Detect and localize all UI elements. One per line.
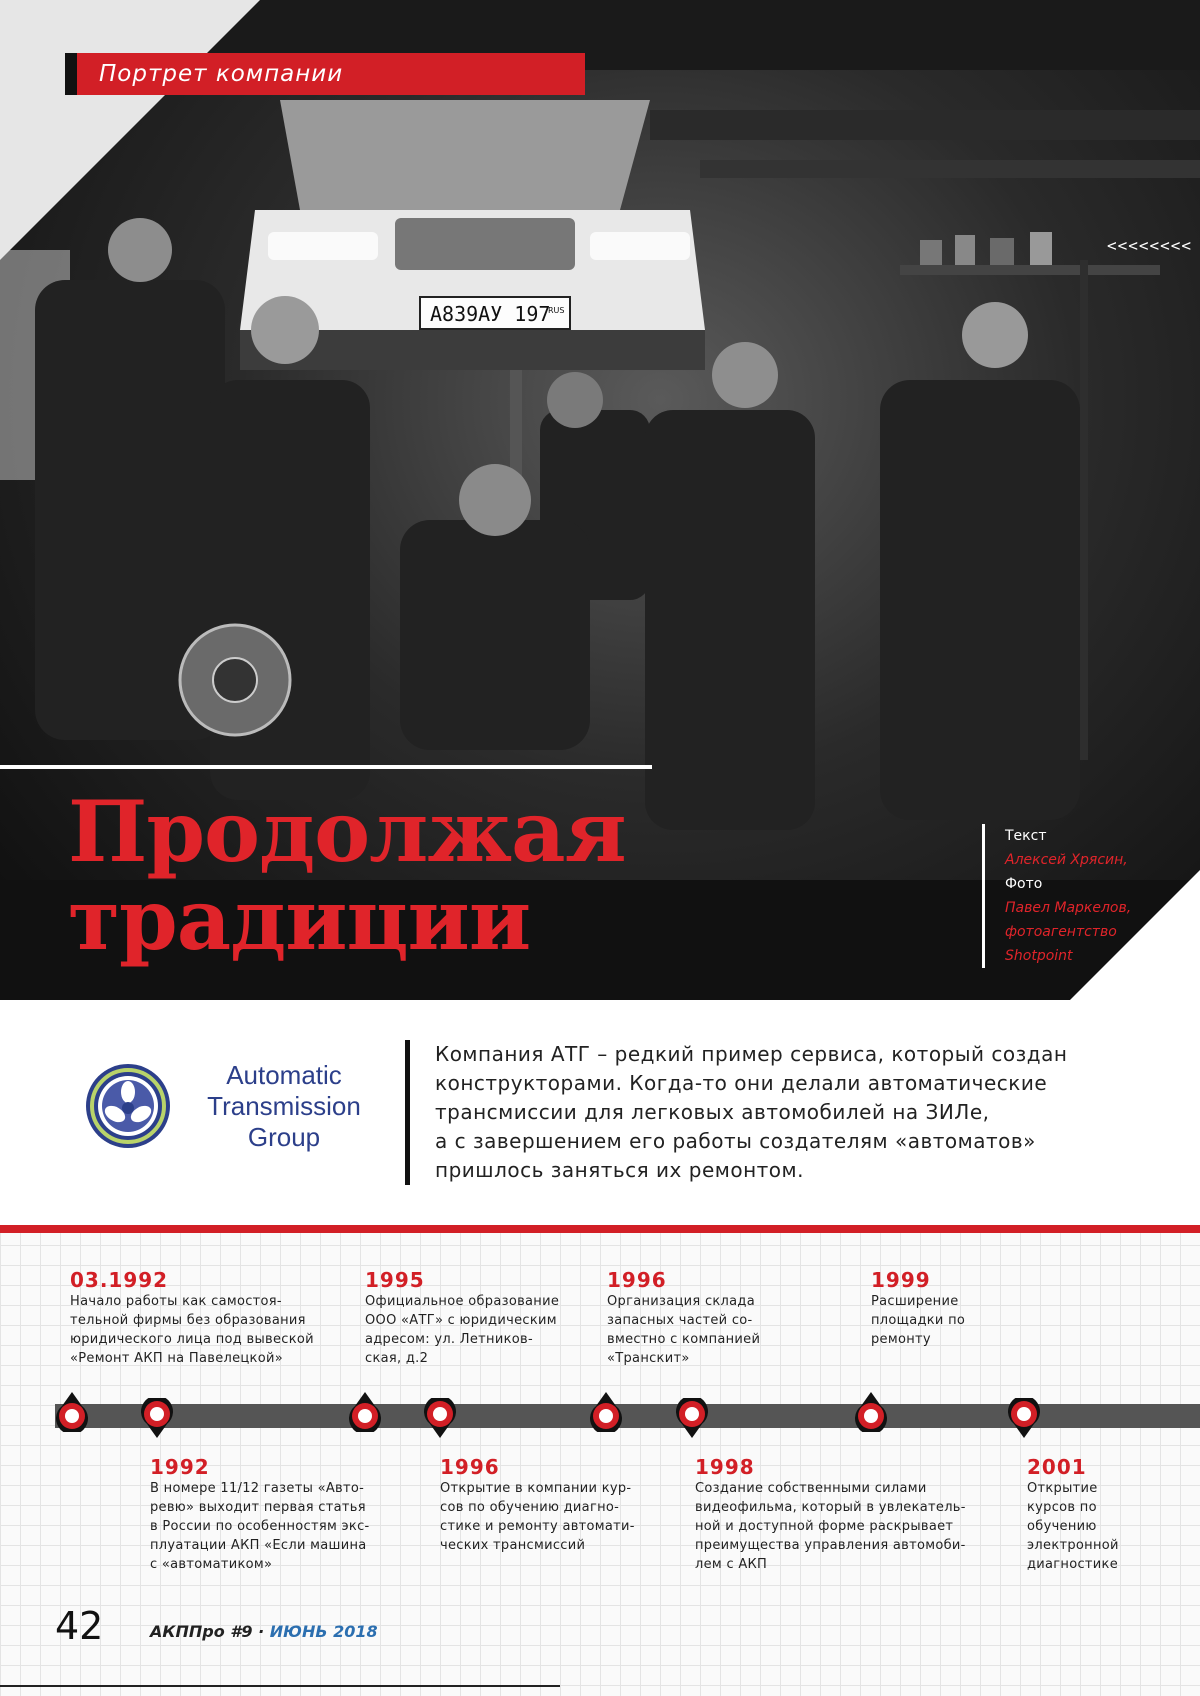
section-tag <box>65 53 585 95</box>
logo-line-3: Group <box>247 1122 321 1152</box>
company-logo <box>84 1058 384 1158</box>
event-year: 1996 <box>440 1455 500 1479</box>
logo-line-1: Automatic <box>226 1060 342 1090</box>
event-year: 1998 <box>695 1455 755 1479</box>
nav-arrows: <<<<<<<< <box>1106 236 1192 255</box>
magazine-issue: #9 · <box>230 1622 265 1641</box>
timeline-event <box>1027 1455 1192 1574</box>
event-line: стике и ремонту автомати- <box>440 1519 635 1534</box>
event-line: запасных частей со- <box>607 1313 753 1328</box>
timeline-event <box>150 1455 400 1574</box>
event-line: Открытие в компании кур- <box>440 1481 632 1496</box>
credit-agency: фотоагентство <box>1005 924 1117 940</box>
section-tag-label: Портрет компании <box>99 61 344 87</box>
credit-photo-author: Павел Маркелов, <box>1005 900 1132 916</box>
event-year: 1999 <box>871 1268 931 1292</box>
event-line: электронной <box>1027 1538 1119 1553</box>
event-line: тельной фирмы без образования <box>70 1313 306 1328</box>
event-line: Начало работы как самостоя- <box>70 1294 282 1309</box>
timeline-event <box>365 1268 615 1368</box>
event-line: преимущества управления автомоби- <box>695 1538 966 1553</box>
intro-line: а с завершением его работы создателям «автоматов» <box>435 1129 1036 1153</box>
timeline-event <box>70 1268 320 1368</box>
plate-region: RUS <box>548 306 565 315</box>
intro-paragraph <box>405 1040 1155 1185</box>
event-line: «Ремонт АКП на Павелецкой» <box>70 1351 283 1366</box>
title-line-1: Продолжая <box>68 782 626 881</box>
event-line: адресом: ул. Летников- <box>365 1332 533 1347</box>
event-line: ревю» выходит первая статья <box>150 1500 366 1515</box>
event-line: ремонту <box>871 1332 931 1347</box>
atg-emblem-icon <box>84 1062 172 1150</box>
event-line: Организация склада <box>607 1294 755 1309</box>
event-year: 1995 <box>365 1268 425 1292</box>
intro-line: пришлось заняться их ремонтом. <box>435 1158 804 1182</box>
event-line: Расширение <box>871 1294 959 1309</box>
footer-rule <box>0 1685 560 1687</box>
magazine-footer <box>150 1622 378 1641</box>
intro-line: конструкторами. Когда-то они делали автоматические <box>435 1071 1048 1095</box>
event-line: юридического лица под вывеской <box>70 1332 314 1347</box>
credit-text-label: Текст <box>1005 828 1047 844</box>
event-line: ной и доступной форме раскрывает <box>695 1519 954 1534</box>
intro-line: Компания АТГ – редкий пример сервиса, который создан <box>435 1042 1068 1066</box>
event-line: сов по обучению диагно- <box>440 1500 620 1515</box>
event-line: В номере 11/12 газеты «Авто- <box>150 1481 365 1496</box>
credits <box>982 824 1131 968</box>
timeline-pin-icon <box>1004 1398 1044 1438</box>
article-title <box>68 782 626 969</box>
timeline-pin-icon <box>420 1398 460 1438</box>
event-year: 2001 <box>1027 1455 1087 1479</box>
event-year: 1996 <box>607 1268 667 1292</box>
magazine-name: АКППро <box>150 1622 225 1641</box>
title-line-2: традиции <box>68 870 531 969</box>
event-line: ООО «АТГ» с юридическим <box>365 1313 557 1328</box>
event-line: лем с АКП <box>695 1557 768 1572</box>
event-line: вместно с компанией <box>607 1332 761 1347</box>
event-line: курсов по <box>1027 1500 1097 1515</box>
page-number: 42 <box>55 1604 104 1648</box>
event-year: 03.1992 <box>70 1268 169 1292</box>
event-line: площадки по <box>871 1313 966 1328</box>
event-line: обучению <box>1027 1519 1097 1534</box>
timeline-pin-icon <box>137 1398 177 1438</box>
timeline-event <box>607 1268 857 1368</box>
intro-line: трансмиссии для легковых автомобилей на ЗИЛе, <box>435 1100 990 1124</box>
timeline-pin-icon <box>52 1392 92 1432</box>
timeline-pin-icon <box>851 1392 891 1432</box>
license-plate: А839АУ 197 <box>430 302 551 326</box>
logo-text <box>184 1060 384 1153</box>
event-line: в России по особенностям экс- <box>150 1519 370 1534</box>
credit-text-author: Алексей Хрясин, <box>1005 852 1128 868</box>
timeline-pin-icon <box>586 1392 626 1432</box>
event-line: Создание собственными силами <box>695 1481 927 1496</box>
credit-photo-label: Фото <box>1005 876 1043 892</box>
event-line: плуатации АКП «Если машина <box>150 1538 367 1553</box>
event-year: 1992 <box>150 1455 210 1479</box>
timeline-event <box>440 1455 690 1555</box>
corner-decoration <box>0 0 260 260</box>
event-line: ская, д.2 <box>365 1351 429 1366</box>
timeline-top-rule <box>0 1225 1200 1233</box>
timeline-pin-icon <box>345 1392 385 1432</box>
event-line: с «автоматиком» <box>150 1557 273 1572</box>
magazine-date: ИЮНЬ 2018 <box>269 1622 378 1641</box>
timeline-event <box>871 1268 1121 1349</box>
event-line: Официальное образование <box>365 1294 560 1309</box>
event-line: Открытие <box>1027 1481 1098 1496</box>
event-line: видеофильма, который в увлекатель- <box>695 1500 966 1515</box>
timeline-event <box>695 1455 995 1574</box>
event-line: «Транскит» <box>607 1351 690 1366</box>
event-line: диагностике <box>1027 1557 1119 1572</box>
credit-agency-name: Shotpoint <box>1005 948 1073 964</box>
logo-line-2: Transmission <box>207 1091 361 1121</box>
title-rule <box>0 765 652 769</box>
timeline-pin-icon <box>672 1398 712 1438</box>
event-line: ческих трансмиссий <box>440 1538 586 1553</box>
